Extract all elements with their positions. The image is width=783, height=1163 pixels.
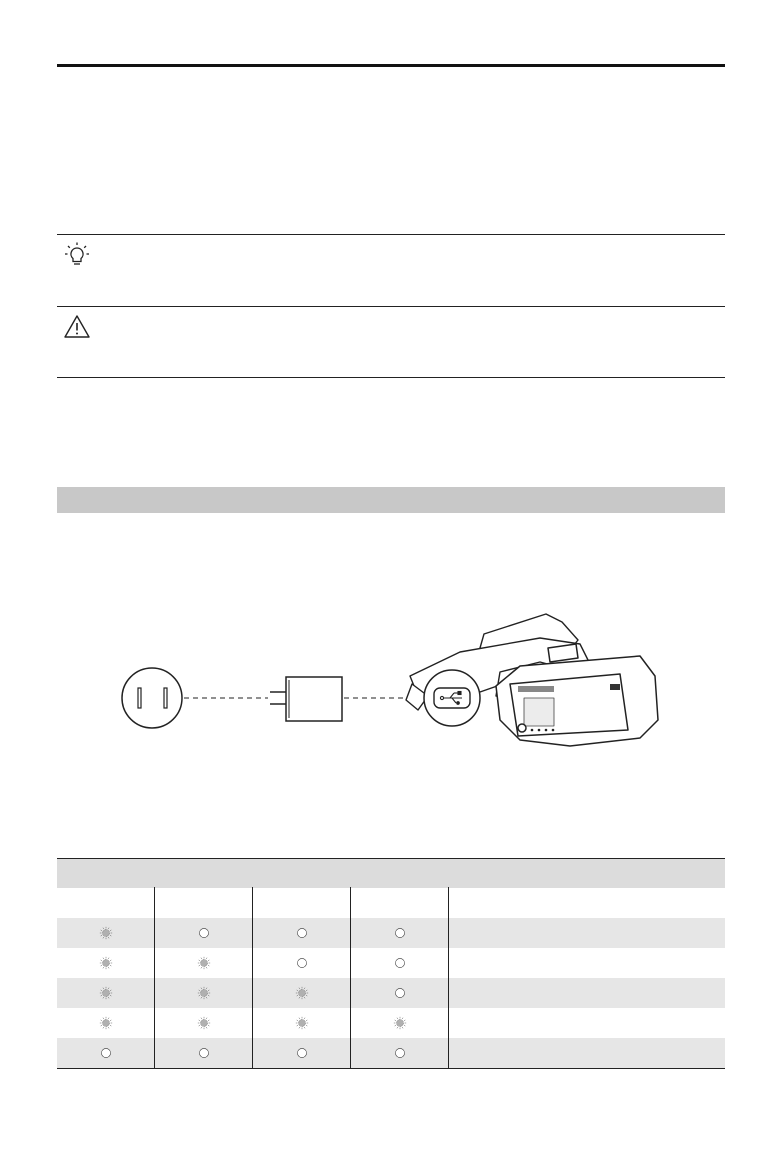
led-blinking-icon xyxy=(197,1016,211,1030)
column-divider xyxy=(154,887,155,1069)
led-cell xyxy=(57,1038,154,1068)
column-divider xyxy=(350,887,351,1069)
led-cell xyxy=(155,918,252,948)
led-cell xyxy=(253,918,350,948)
led-off-icon xyxy=(197,1046,211,1060)
led-cell xyxy=(253,978,350,1008)
led-blinking-icon xyxy=(99,1016,113,1030)
warning-triangle-icon xyxy=(63,313,91,341)
battery-level-table xyxy=(57,858,725,1069)
table-row xyxy=(57,948,725,978)
led-off-icon xyxy=(393,1046,407,1060)
led-cell xyxy=(253,1038,350,1068)
warning-top-rule xyxy=(57,306,725,307)
tip-top-rule xyxy=(57,234,725,235)
usb-port-icon xyxy=(424,670,480,726)
led-cell xyxy=(253,948,350,978)
led-cell xyxy=(351,978,448,1008)
led-off-icon xyxy=(197,926,211,940)
column-divider xyxy=(252,887,253,1069)
table-row xyxy=(57,1038,725,1069)
led-cell xyxy=(155,978,252,1008)
led-blinking-icon xyxy=(99,956,113,970)
table-header xyxy=(57,858,725,888)
power-outlet-icon xyxy=(122,668,182,728)
led-cell xyxy=(351,1038,448,1068)
battery-level-cell xyxy=(449,1038,457,1068)
led-blinking-icon xyxy=(197,956,211,970)
led-off-icon xyxy=(295,1046,309,1060)
led-cell xyxy=(351,918,448,948)
battery-level-cell xyxy=(449,948,457,978)
led-off-icon xyxy=(393,926,407,940)
led-blinking-icon xyxy=(295,1016,309,1030)
led-cell xyxy=(155,1038,252,1068)
led-cell xyxy=(57,918,154,948)
warning-bottom-rule xyxy=(57,377,725,378)
usb-charger-icon xyxy=(270,677,342,721)
led-blinking-icon xyxy=(393,1016,407,1030)
led-blinking-icon xyxy=(99,926,113,940)
table-row xyxy=(57,978,725,1008)
led-cell xyxy=(351,1008,448,1038)
led-blinking-icon xyxy=(99,986,113,1000)
lightbulb-icon xyxy=(63,241,91,269)
battery-level-cell xyxy=(449,978,457,1008)
led-off-icon xyxy=(393,956,407,970)
battery-level-cell xyxy=(449,1008,457,1038)
led-off-icon xyxy=(295,926,309,940)
section-heading-bar xyxy=(57,487,725,513)
led-cell xyxy=(57,978,154,1008)
led-cell xyxy=(351,948,448,978)
led-blinking-icon xyxy=(197,986,211,1000)
header-rule xyxy=(57,64,725,67)
led-cell xyxy=(253,1008,350,1038)
led-cell xyxy=(57,948,154,978)
table-row xyxy=(57,1008,725,1038)
led-off-icon xyxy=(295,956,309,970)
column-divider xyxy=(448,887,449,1069)
led-off-icon xyxy=(393,986,407,1000)
battery-level-cell xyxy=(449,918,457,948)
led-cell xyxy=(155,948,252,978)
table-subheader-row xyxy=(57,888,725,918)
led-cell xyxy=(155,1008,252,1038)
led-cell xyxy=(57,1008,154,1038)
charging-illustration xyxy=(100,600,670,750)
table-row xyxy=(57,918,725,948)
led-off-icon xyxy=(99,1046,113,1060)
led-blinking-icon xyxy=(295,986,309,1000)
